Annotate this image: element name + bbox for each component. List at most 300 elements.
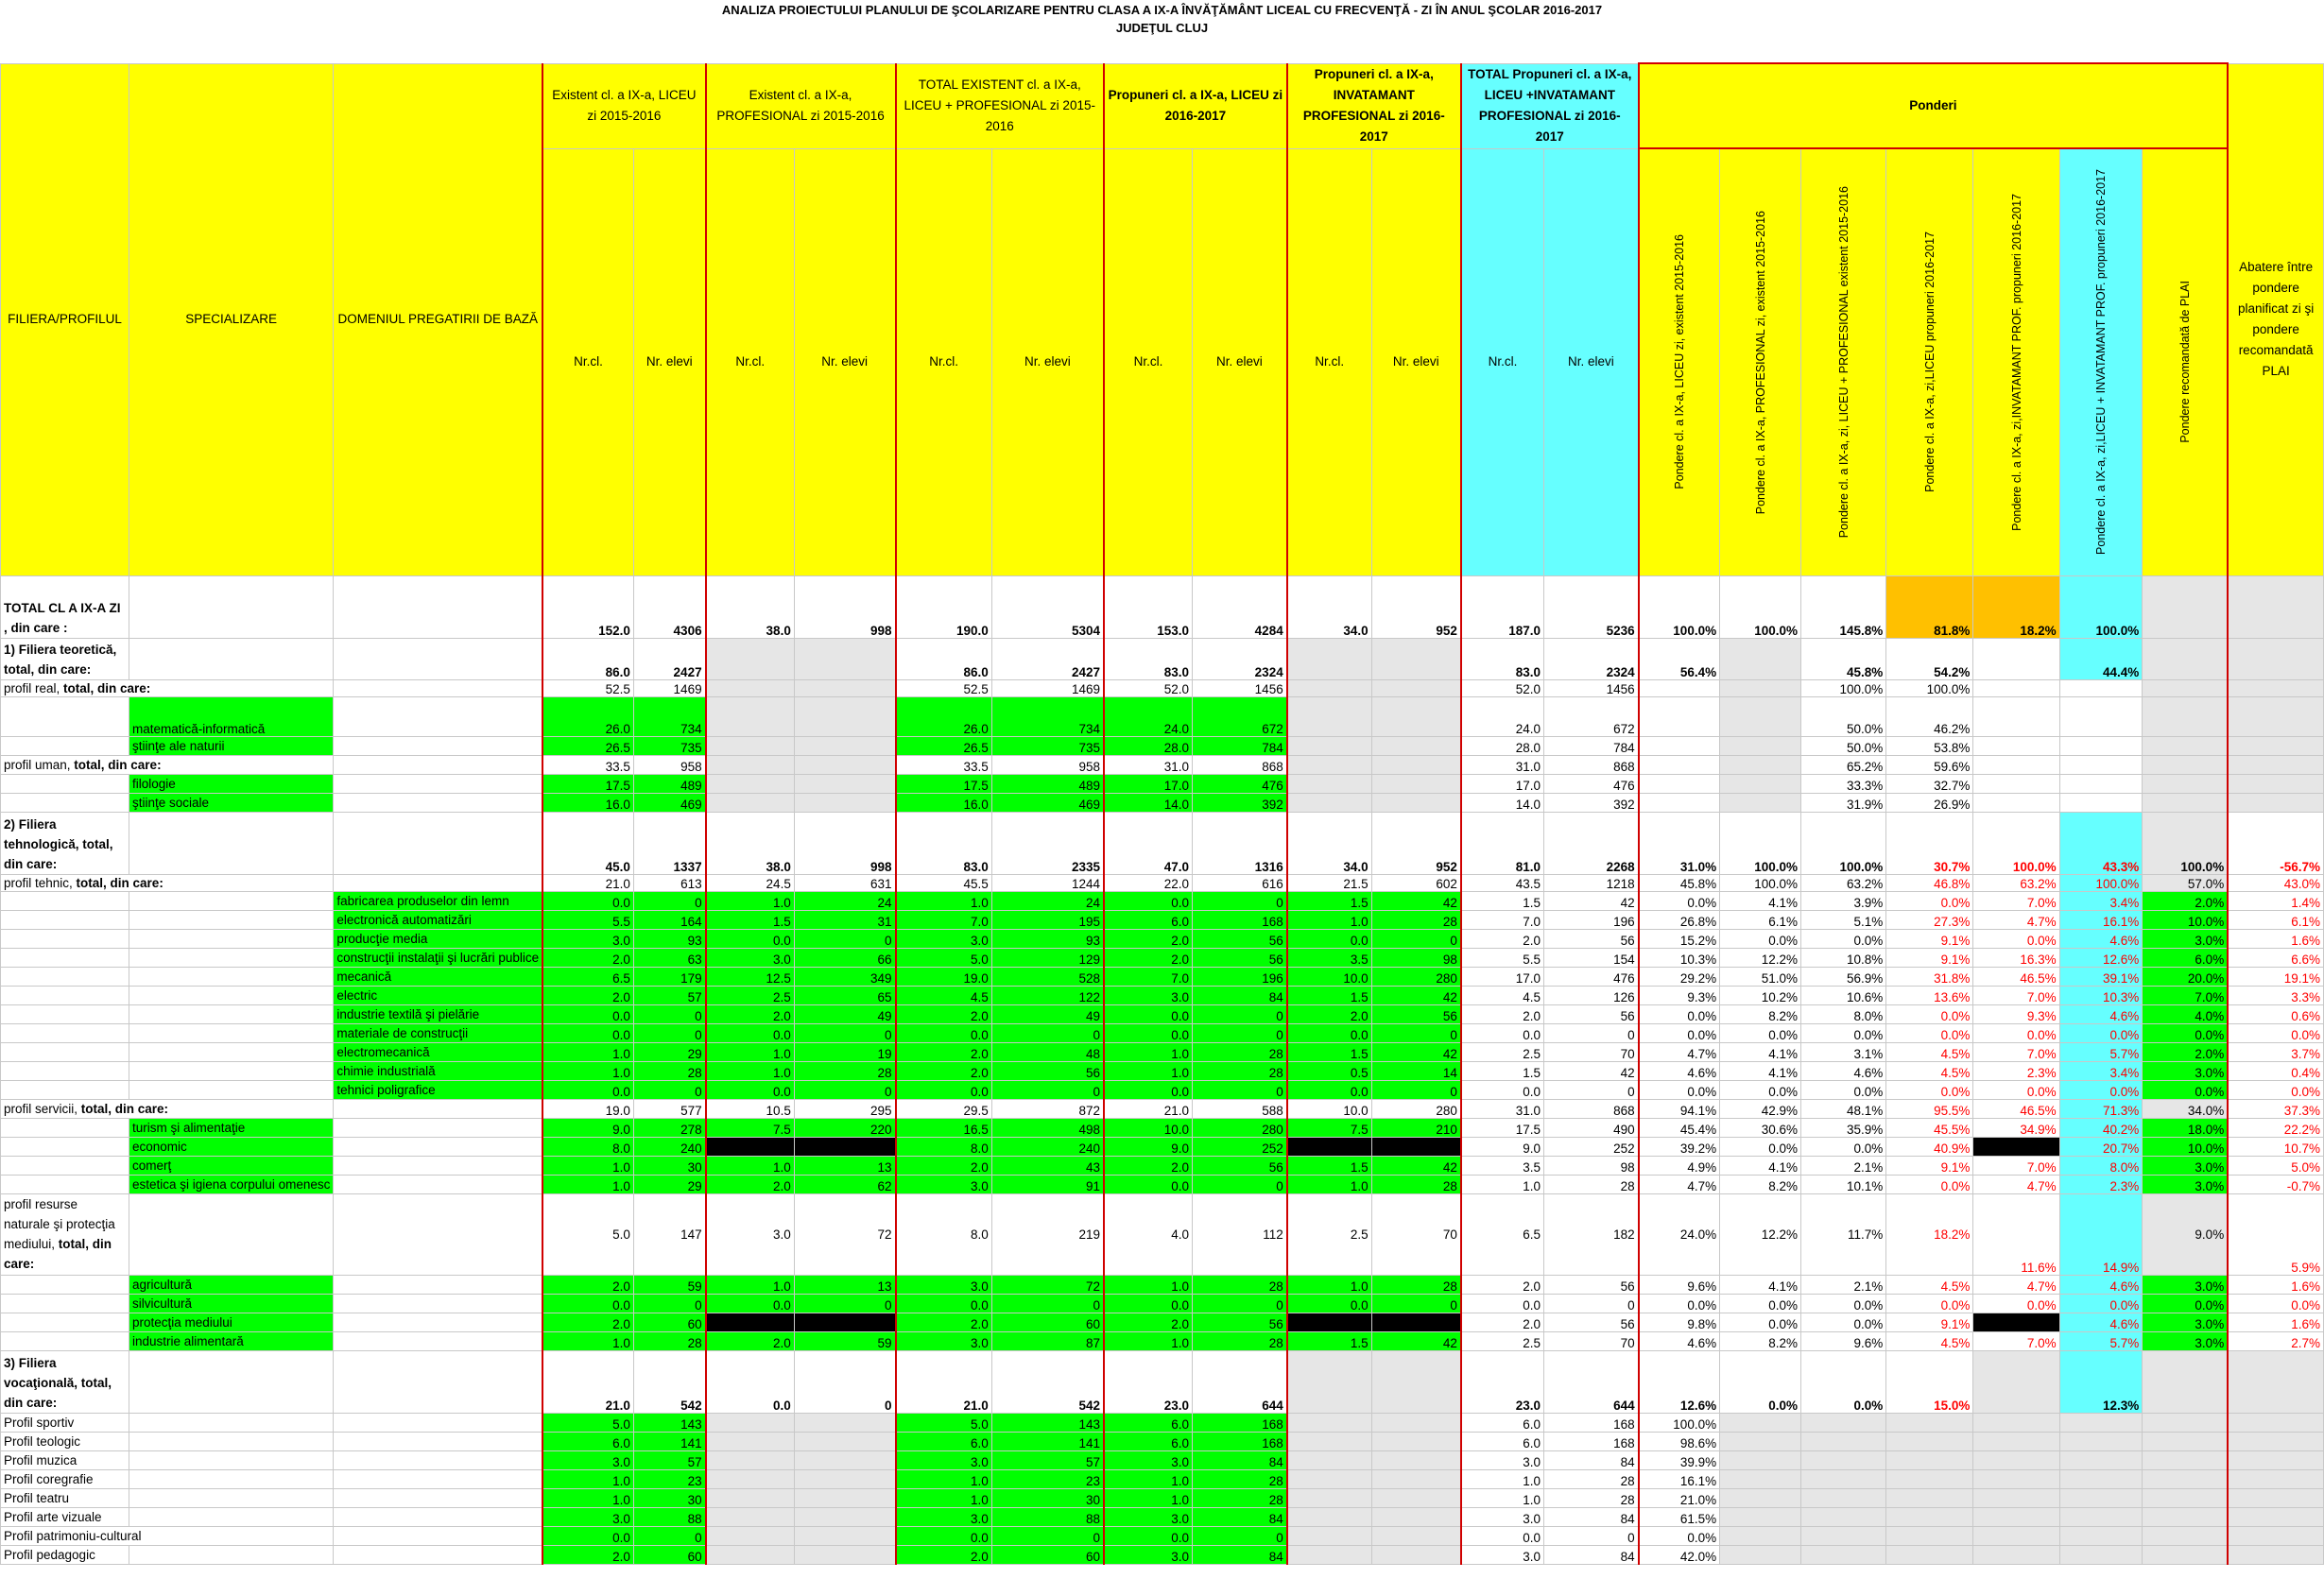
domeniu-cell — [334, 874, 542, 891]
value-cell: 490 — [1544, 1118, 1639, 1137]
value-cell — [2228, 1526, 2323, 1545]
value-cell: 0.0 — [706, 1080, 795, 1099]
value-cell: 44.4% — [2059, 638, 2143, 679]
specializare-cell — [129, 948, 333, 967]
value-cell: 7.0% — [2143, 986, 2228, 1004]
value-cell: 34.0 — [1287, 575, 1371, 638]
value-cell: 0 — [1371, 1080, 1461, 1099]
table-row — [1, 575, 2324, 638]
value-cell: 349 — [794, 967, 895, 986]
value-cell: 9.1% — [1886, 929, 1973, 948]
value-cell — [2228, 679, 2323, 696]
value-cell: 0.0 — [1104, 1004, 1193, 1023]
value-cell: 13.6% — [1886, 986, 1973, 1004]
domeniu-cell: electromecanică — [334, 1042, 542, 1061]
value-cell: 0.0% — [1886, 1175, 1973, 1193]
value-cell: 100.0% — [1800, 679, 1885, 696]
value-cell: 1.5 — [1461, 1061, 1544, 1080]
value-cell: 1.0 — [1461, 1175, 1544, 1193]
value-cell: 498 — [991, 1118, 1104, 1137]
value-cell: 0.0% — [1800, 1313, 1885, 1331]
value-cell: 63 — [633, 948, 705, 967]
value-cell: 21.0% — [1639, 1488, 1720, 1507]
value-cell: 2.3% — [1973, 1061, 2059, 1080]
value-cell — [1287, 1488, 1371, 1507]
value-cell: 6.1% — [2228, 910, 2323, 929]
row-label — [1, 1156, 129, 1175]
value-cell: 735 — [633, 736, 705, 755]
value-cell — [2143, 575, 2228, 638]
table-row — [1, 1023, 2324, 1042]
value-cell — [794, 1413, 895, 1432]
value-cell: 0.0% — [1973, 1023, 2059, 1042]
header-nrelevi: Nr. elevi — [633, 148, 705, 575]
value-cell: 4.9% — [1639, 1156, 1720, 1175]
value-cell: 0 — [633, 1023, 705, 1042]
value-cell: 2.1% — [1800, 1156, 1885, 1175]
header-nrcl: Nr.cl. — [542, 148, 633, 575]
value-cell: 1.0 — [1104, 1488, 1193, 1507]
domeniu-cell — [334, 736, 542, 755]
value-cell: 42 — [1371, 986, 1461, 1004]
domeniu-cell — [334, 812, 542, 874]
row-label — [1, 1275, 129, 1294]
value-cell: 13 — [794, 1156, 895, 1175]
table-row — [1, 696, 2324, 736]
value-cell: 4.0% — [2143, 1004, 2228, 1023]
value-cell: 219 — [991, 1193, 1104, 1275]
value-cell — [1720, 696, 1801, 736]
value-cell: 2324 — [1544, 638, 1639, 679]
value-cell: -56.7% — [2228, 812, 2323, 874]
value-cell — [1973, 1413, 2059, 1432]
value-cell: 22.2% — [2228, 1118, 2323, 1137]
value-cell: 100.0% — [1720, 812, 1801, 874]
value-cell: 3.0% — [2143, 929, 2228, 948]
value-cell: 0 — [633, 891, 705, 910]
value-cell: 83.0 — [896, 812, 992, 874]
value-cell: 9.3% — [1639, 986, 1720, 1004]
value-cell: 141 — [991, 1432, 1104, 1450]
value-cell — [2143, 1545, 2228, 1564]
domeniu-cell — [334, 1350, 542, 1413]
value-cell: 50.0% — [1800, 696, 1885, 736]
value-cell: 577 — [633, 1099, 705, 1118]
value-cell: 1469 — [633, 679, 705, 696]
value-cell: 42 — [1371, 1042, 1461, 1061]
value-cell: 98.6% — [1639, 1432, 1720, 1450]
value-cell: 1.5 — [1287, 891, 1371, 910]
value-cell: 100.0% — [2143, 812, 2228, 874]
row-label — [1, 736, 129, 755]
value-cell: 34.0 — [1287, 812, 1371, 874]
value-cell — [2143, 774, 2228, 793]
table-row — [1, 793, 2324, 812]
value-cell: 2.0 — [896, 1042, 992, 1061]
table-row — [1, 755, 2324, 774]
value-cell: 1.0 — [1461, 1488, 1544, 1507]
value-cell: 240 — [991, 1137, 1104, 1156]
value-cell: 5.9% — [2228, 1193, 2323, 1275]
value-cell: 65.2% — [1800, 755, 1885, 774]
value-cell: 42.9% — [1720, 1099, 1801, 1118]
value-cell: 10.7% — [2228, 1137, 2323, 1156]
value-cell: 20.7% — [2059, 1137, 2143, 1156]
value-cell — [1973, 1450, 2059, 1469]
value-cell: 489 — [633, 774, 705, 793]
value-cell: 3.0 — [1104, 986, 1193, 1004]
value-cell: 59 — [633, 1275, 705, 1294]
value-cell: 0.0 — [542, 891, 633, 910]
value-cell: 1.0 — [1104, 1275, 1193, 1294]
value-cell — [2143, 1526, 2228, 1545]
value-cell — [2059, 1450, 2143, 1469]
header-pondere-3: Pondere cl. a IX-a, zi, LICEU + PROFESIONAL existent 2015-2016 — [1836, 186, 1851, 539]
value-cell: 33.5 — [542, 755, 633, 774]
value-cell: 43.3% — [2059, 812, 2143, 874]
value-cell: 6.0 — [1104, 1413, 1193, 1432]
row-label: profil real, total, din care: — [1, 679, 334, 696]
value-cell: 70 — [1544, 1331, 1639, 1350]
value-cell: 1.0 — [542, 1175, 633, 1193]
value-cell: 5.5 — [1461, 948, 1544, 967]
value-cell: 1337 — [633, 812, 705, 874]
value-cell: 9.6% — [1639, 1275, 1720, 1294]
value-cell: 196 — [1193, 967, 1287, 986]
value-cell: 644 — [1544, 1350, 1639, 1413]
value-cell: 63.2% — [1973, 874, 2059, 891]
value-cell: 141 — [633, 1432, 705, 1450]
row-label: Profil patrimoniu-cultural — [1, 1526, 334, 1545]
value-cell: 10.3% — [2059, 986, 2143, 1004]
value-cell: 28 — [1193, 1331, 1287, 1350]
value-cell: 28 — [1371, 1275, 1461, 1294]
value-cell: 14.9% — [2059, 1193, 2143, 1275]
specializare-cell: matematică-informatică — [129, 696, 333, 736]
value-cell — [1371, 1488, 1461, 1507]
value-cell: 0.0% — [2228, 1080, 2323, 1099]
value-cell: 2.7% — [2228, 1331, 2323, 1350]
specializare-cell — [129, 638, 333, 679]
value-cell: 0.0% — [1973, 1080, 2059, 1099]
value-cell — [1287, 1507, 1371, 1526]
value-cell: 2.0% — [2143, 891, 2228, 910]
value-cell: 30 — [633, 1488, 705, 1507]
value-cell: 56 — [1544, 929, 1639, 948]
value-cell: 784 — [1193, 736, 1287, 755]
row-label: 3) Filiera vocaţională, total, din care: — [1, 1350, 129, 1413]
value-cell: 2.0 — [706, 1175, 795, 1193]
row-label: Profil arte vizuale — [1, 1507, 129, 1526]
value-cell: 21.0 — [542, 874, 633, 891]
value-cell — [2143, 638, 2228, 679]
header-total-existent: TOTAL EXISTENT cl. a IX-a, LICEU + PROFESIONAL zi 2015-2016 — [896, 63, 1104, 148]
header-specializare: SPECIALIZARE — [129, 63, 333, 575]
value-cell: 17.5 — [1461, 1118, 1544, 1137]
value-cell: 28.0 — [1104, 736, 1193, 755]
value-cell — [1371, 1432, 1461, 1450]
value-cell: 7.0% — [1973, 1331, 2059, 1350]
value-cell: 29 — [633, 1175, 705, 1193]
specializare-cell: economic — [129, 1137, 333, 1156]
domeniu-cell — [334, 1275, 542, 1294]
value-cell: 0.0% — [2143, 1294, 2228, 1313]
value-cell: 33.3% — [1800, 774, 1885, 793]
value-cell: 2.0 — [542, 1275, 633, 1294]
value-cell: 100.0% — [1720, 575, 1801, 638]
value-cell: 1.5 — [1461, 891, 1544, 910]
value-cell: 1469 — [991, 679, 1104, 696]
value-cell — [1720, 1545, 1801, 1564]
value-cell: 28 — [1371, 910, 1461, 929]
value-cell: 48.1% — [1800, 1099, 1885, 1118]
value-cell — [706, 696, 795, 736]
table-row — [1, 1294, 2324, 1313]
value-cell: 252 — [1193, 1137, 1287, 1156]
value-cell: 31.0 — [1461, 755, 1544, 774]
header-pondere-4: Pondere cl. a IX-a, zi,LICEU propuneri 2016-2017 — [1922, 232, 1937, 493]
value-cell: 71.3% — [2059, 1099, 2143, 1118]
value-cell: 129 — [991, 948, 1104, 967]
table-row — [1, 986, 2324, 1004]
value-cell: 0.0% — [1720, 1294, 1801, 1313]
value-cell — [2228, 1488, 2323, 1507]
row-label: profil resurse naturale şi protecţia mediului, total, din care: — [1, 1193, 129, 1275]
value-cell: 9.8% — [1639, 1313, 1720, 1331]
value-cell: 3.0% — [2143, 1156, 2228, 1175]
value-cell: 469 — [991, 793, 1104, 812]
value-cell — [1371, 1526, 1461, 1545]
value-cell: 48 — [991, 1042, 1104, 1061]
value-cell: 0 — [1544, 1526, 1639, 1545]
value-cell: 43.0% — [2228, 874, 2323, 891]
value-cell: 872 — [991, 1099, 1104, 1118]
value-cell — [1973, 638, 2059, 679]
value-cell: 70 — [1544, 1042, 1639, 1061]
value-cell: 84 — [1544, 1545, 1639, 1564]
value-cell: 0.0% — [1639, 1526, 1720, 1545]
value-cell: 0.0% — [1800, 1137, 1885, 1156]
value-cell: 4.0 — [1104, 1193, 1193, 1275]
header-pondere-1: Pondere cl. a IX-a, LICEU zi, existent 2015-2016 — [1672, 234, 1686, 490]
header-filiera: FILIERA/PROFILUL — [1, 63, 129, 575]
value-cell: 8.0 — [896, 1193, 992, 1275]
value-cell — [706, 1526, 795, 1545]
value-cell: 672 — [1193, 696, 1287, 736]
value-cell: 280 — [1193, 1118, 1287, 1137]
value-cell — [706, 1469, 795, 1488]
value-cell: 50.0% — [1800, 736, 1885, 755]
value-cell — [1973, 1545, 2059, 1564]
value-cell: 28 — [794, 1061, 895, 1080]
table-row — [1, 1331, 2324, 1350]
value-cell: 0.0% — [1886, 1004, 1973, 1023]
value-cell: 4.1% — [1720, 1156, 1801, 1175]
value-cell: 10.6% — [1800, 986, 1885, 1004]
value-cell: 0.0 — [896, 1023, 992, 1042]
value-cell: 28 — [1193, 1042, 1287, 1061]
value-cell: 93 — [991, 929, 1104, 948]
value-cell — [1973, 696, 2059, 736]
specializare-cell — [129, 1042, 333, 1061]
value-cell: 7.5 — [706, 1118, 795, 1137]
value-cell: 392 — [1193, 793, 1287, 812]
value-cell: 2.0% — [2143, 1042, 2228, 1061]
value-cell: 17.0 — [1461, 774, 1544, 793]
specializare-cell: ştiinţe sociale — [129, 793, 333, 812]
table-row — [1, 891, 2324, 910]
value-cell: 8.2% — [1720, 1175, 1801, 1193]
value-cell: 0.0% — [2228, 1294, 2323, 1313]
value-cell: 35.9% — [1800, 1118, 1885, 1137]
value-cell: 5.0 — [896, 1413, 992, 1432]
value-cell — [706, 1545, 795, 1564]
value-cell: 3.5 — [1287, 948, 1371, 967]
value-cell: 2.0 — [896, 1313, 992, 1331]
value-cell: 45.5% — [1886, 1118, 1973, 1137]
value-cell: 9.0 — [1104, 1137, 1193, 1156]
value-cell: 43.5 — [1461, 874, 1544, 891]
value-cell: 3.9% — [1800, 891, 1885, 910]
value-cell — [2228, 1507, 2323, 1526]
value-cell: 1218 — [1544, 874, 1639, 891]
value-cell: 0.0% — [1720, 929, 1801, 948]
value-cell: 0.0 — [896, 1526, 992, 1545]
value-cell: 100.0% — [2059, 874, 2143, 891]
value-cell: 30.6% — [1720, 1118, 1801, 1137]
value-cell: 476 — [1193, 774, 1287, 793]
value-cell: 43 — [991, 1156, 1104, 1175]
value-cell: 1.6% — [2228, 929, 2323, 948]
value-cell: 14 — [1371, 1061, 1461, 1080]
value-cell — [1973, 1488, 2059, 1507]
value-cell: 11.7% — [1800, 1193, 1885, 1275]
value-cell: 17.5 — [896, 774, 992, 793]
value-cell: 2427 — [991, 638, 1104, 679]
value-cell: 644 — [1193, 1350, 1287, 1413]
value-cell: 0 — [1193, 1004, 1287, 1023]
value-cell: 9.1% — [1886, 1313, 1973, 1331]
value-cell: 0.0 — [542, 1080, 633, 1099]
domeniu-cell — [334, 1545, 542, 1564]
row-label — [1, 967, 129, 986]
value-cell: 57 — [991, 1450, 1104, 1469]
value-cell: 0.0% — [1639, 1080, 1720, 1099]
value-cell: 4.5% — [1886, 1042, 1973, 1061]
value-cell: 38.0 — [706, 812, 795, 874]
value-cell: 1.0 — [1287, 1275, 1371, 1294]
value-cell — [794, 1526, 895, 1545]
value-cell: 26.0 — [896, 696, 992, 736]
value-cell: 6.0 — [1461, 1432, 1544, 1450]
specializare-cell — [129, 1507, 333, 1526]
value-cell: 91 — [991, 1175, 1104, 1193]
value-cell — [1973, 793, 2059, 812]
value-cell: 21.5 — [1287, 874, 1371, 891]
value-cell: 0.0 — [1461, 1526, 1544, 1545]
value-cell: 1.0 — [542, 1331, 633, 1350]
value-cell — [2143, 1488, 2228, 1507]
value-cell: 2.0 — [542, 986, 633, 1004]
value-cell: 54.2% — [1886, 638, 1973, 679]
row-label — [1, 1294, 129, 1313]
value-cell: 0.4% — [2228, 1061, 2323, 1080]
value-cell: 1.0 — [1104, 1469, 1193, 1488]
row-label — [1, 986, 129, 1004]
value-cell: 45.5 — [896, 874, 992, 891]
value-cell: 1.5 — [1287, 986, 1371, 1004]
value-cell: 84 — [1193, 1545, 1287, 1564]
value-cell — [2059, 1507, 2143, 1526]
value-cell — [2143, 755, 2228, 774]
value-cell: 5.0% — [2228, 1156, 2323, 1175]
value-cell: 24 — [794, 891, 895, 910]
value-cell: 12.2% — [1720, 1193, 1801, 1275]
value-cell — [1720, 1432, 1801, 1450]
domeniu-cell — [334, 679, 542, 696]
value-cell — [2228, 1432, 2323, 1450]
value-cell: 6.1% — [1720, 910, 1801, 929]
value-cell: 56 — [1193, 1156, 1287, 1175]
value-cell: 9.3% — [1973, 1004, 2059, 1023]
value-cell: 3.0 — [542, 1450, 633, 1469]
value-cell: 1.4% — [2228, 891, 2323, 910]
value-cell: 0 — [1544, 1023, 1639, 1042]
value-cell: 3.0% — [2143, 1313, 2228, 1331]
value-cell: 4.1% — [1720, 1061, 1801, 1080]
value-cell: 3.0 — [706, 948, 795, 967]
value-cell: 30 — [633, 1156, 705, 1175]
value-cell: 88 — [633, 1507, 705, 1526]
value-cell — [1287, 736, 1371, 755]
value-cell: 392 — [1544, 793, 1639, 812]
value-cell — [2143, 736, 2228, 755]
value-cell: 4.5% — [1886, 1061, 1973, 1080]
value-cell: 84 — [1193, 1450, 1287, 1469]
value-cell — [2059, 736, 2143, 755]
value-cell — [1886, 1432, 1973, 1450]
value-cell: 17.5 — [542, 774, 633, 793]
value-cell: 0 — [633, 1294, 705, 1313]
value-cell: 1.0 — [1104, 1042, 1193, 1061]
header-existent-profesional: Existent cl. a IX-a, PROFESIONAL zi 2015-2016 — [706, 63, 896, 148]
value-cell: 81.0 — [1461, 812, 1544, 874]
value-cell: 23 — [633, 1469, 705, 1488]
value-cell: 42 — [1371, 1156, 1461, 1175]
domeniu-cell — [334, 774, 542, 793]
value-cell: 12.3% — [2059, 1350, 2143, 1413]
table-row — [1, 1042, 2324, 1061]
value-cell — [1800, 1469, 1885, 1488]
value-cell: 0.0% — [1720, 1350, 1801, 1413]
specializare-cell — [129, 1061, 333, 1080]
value-cell: 8.0% — [2059, 1156, 2143, 1175]
specializare-cell — [129, 1350, 333, 1413]
table-row — [1, 1507, 2324, 1526]
value-cell — [1720, 1526, 1801, 1545]
value-cell: 252 — [1544, 1137, 1639, 1156]
row-label — [1, 1313, 129, 1331]
value-cell — [1371, 774, 1461, 793]
value-cell — [2143, 1432, 2228, 1450]
value-cell: 0 — [1544, 1080, 1639, 1099]
table-row — [1, 874, 2324, 891]
table-row — [1, 1450, 2324, 1469]
value-cell: 86.0 — [896, 638, 992, 679]
value-cell: 4.6% — [2059, 1004, 2143, 1023]
value-cell: 4.5 — [1461, 986, 1544, 1004]
row-label: 2) Filiera tehnologică, total, din care: — [1, 812, 129, 874]
